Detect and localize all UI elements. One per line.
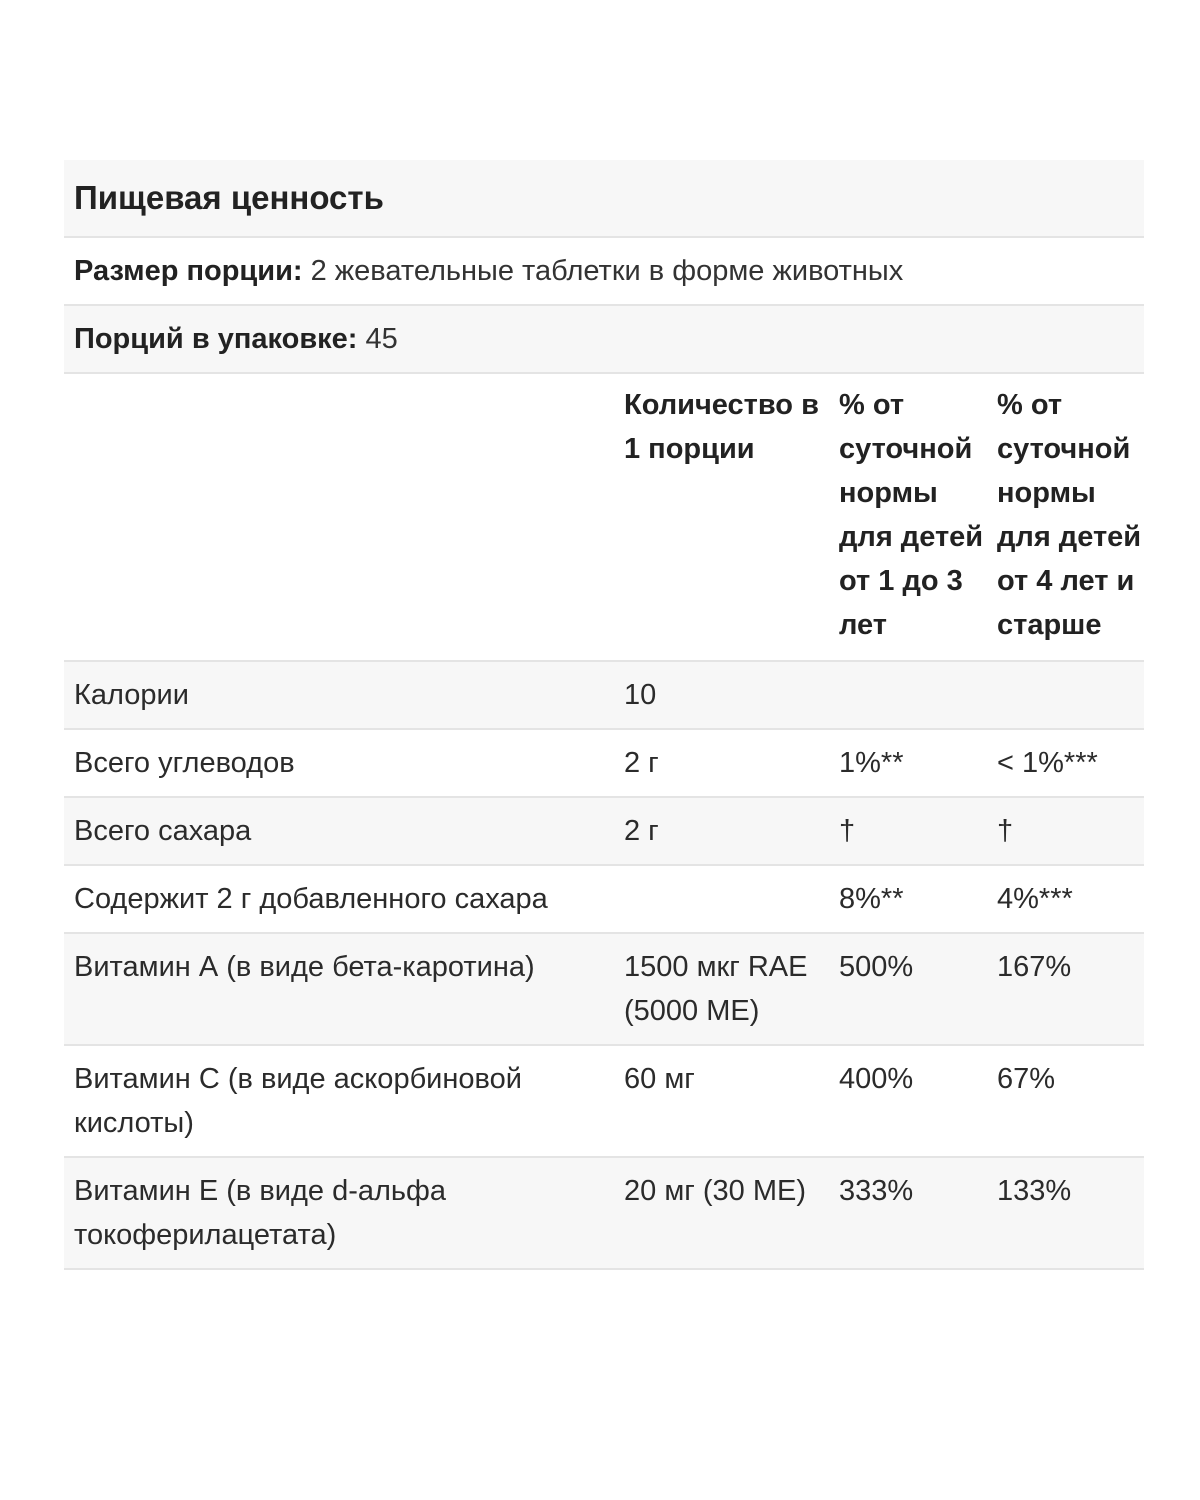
serving-size-label: Размер порции: xyxy=(74,255,303,287)
nutrient-dv-1-3: † xyxy=(839,815,856,847)
nutrient-name: Витамин Е (в виде d-альфа токоферилацетата) xyxy=(74,1175,447,1251)
nutrient-dv-1-3: 500% xyxy=(839,951,914,983)
nutrient-dv-4-plus xyxy=(987,662,1144,728)
nutrient-name: Калории xyxy=(74,679,189,711)
serving-size-value: 2 жевательные таблетки в форме животных xyxy=(310,255,904,287)
servings-per-container-label: Порций в упаковке: xyxy=(74,323,358,355)
nutrient-name: Содержит 2 г добавленного сахара xyxy=(74,883,548,915)
table-row xyxy=(64,1158,1144,1270)
nutrient-dv-1-3: 333% xyxy=(839,1175,914,1207)
nutrient-dv-1-3: 1%** xyxy=(839,747,904,779)
nutrient-name: Витамин А (в виде бета-каротина) xyxy=(74,951,535,983)
table-row xyxy=(64,662,1144,730)
header-dv-1-3: % от суточной нормы для детей от 1 до 3 лет xyxy=(839,389,984,641)
nutrient-name: Витамин С (в виде аскорбиновой кислоты) xyxy=(74,1063,522,1139)
nutrient-amount: 20 мг (30 МЕ) xyxy=(624,1175,807,1207)
nutrient-dv-1-3: 8%** xyxy=(839,883,904,915)
nutrient-amount: 60 мг xyxy=(624,1063,695,1095)
nutrient-name: Всего углеводов xyxy=(74,747,295,779)
table-title-text: Пищевая ценность xyxy=(74,179,384,216)
table-row xyxy=(64,866,1144,934)
nutrient-name: Всего сахара xyxy=(74,815,252,847)
table-row xyxy=(64,730,1144,798)
nutrient-dv-1-3 xyxy=(829,662,987,728)
nutrient-amount: 1500 мкг RAE (5000 МЕ) xyxy=(624,951,808,1027)
table-row xyxy=(64,1046,1144,1158)
nutrient-dv-4-plus: < 1%*** xyxy=(997,747,1098,779)
table-row xyxy=(64,934,1144,1046)
nutrient-dv-4-plus: † xyxy=(997,815,1014,847)
servings-per-container-row xyxy=(64,306,1144,374)
column-header-row xyxy=(64,374,1144,662)
table-title xyxy=(64,160,1144,238)
nutrient-amount: 2 г xyxy=(624,747,659,779)
servings-per-container-value: 45 xyxy=(365,323,398,355)
table-row xyxy=(64,798,1144,866)
nutrient-amount xyxy=(614,866,829,932)
nutrient-dv-4-plus: 167% xyxy=(997,951,1072,983)
nutrient-amount: 2 г xyxy=(624,815,659,847)
nutrient-dv-4-plus: 133% xyxy=(997,1175,1072,1207)
header-nutrient xyxy=(64,374,614,660)
nutrient-dv-4-plus: 4%*** xyxy=(997,883,1073,915)
header-dv-4-plus: % от суточной нормы для детей от 4 лет и старше xyxy=(997,389,1142,641)
header-amount: Количество в 1 порции xyxy=(624,389,819,465)
nutrient-amount: 10 xyxy=(624,679,657,711)
nutrient-dv-1-3: 400% xyxy=(839,1063,914,1095)
nutrition-facts-table xyxy=(64,160,1144,1270)
serving-size-row xyxy=(64,238,1144,306)
nutrient-dv-4-plus: 67% xyxy=(997,1063,1056,1095)
